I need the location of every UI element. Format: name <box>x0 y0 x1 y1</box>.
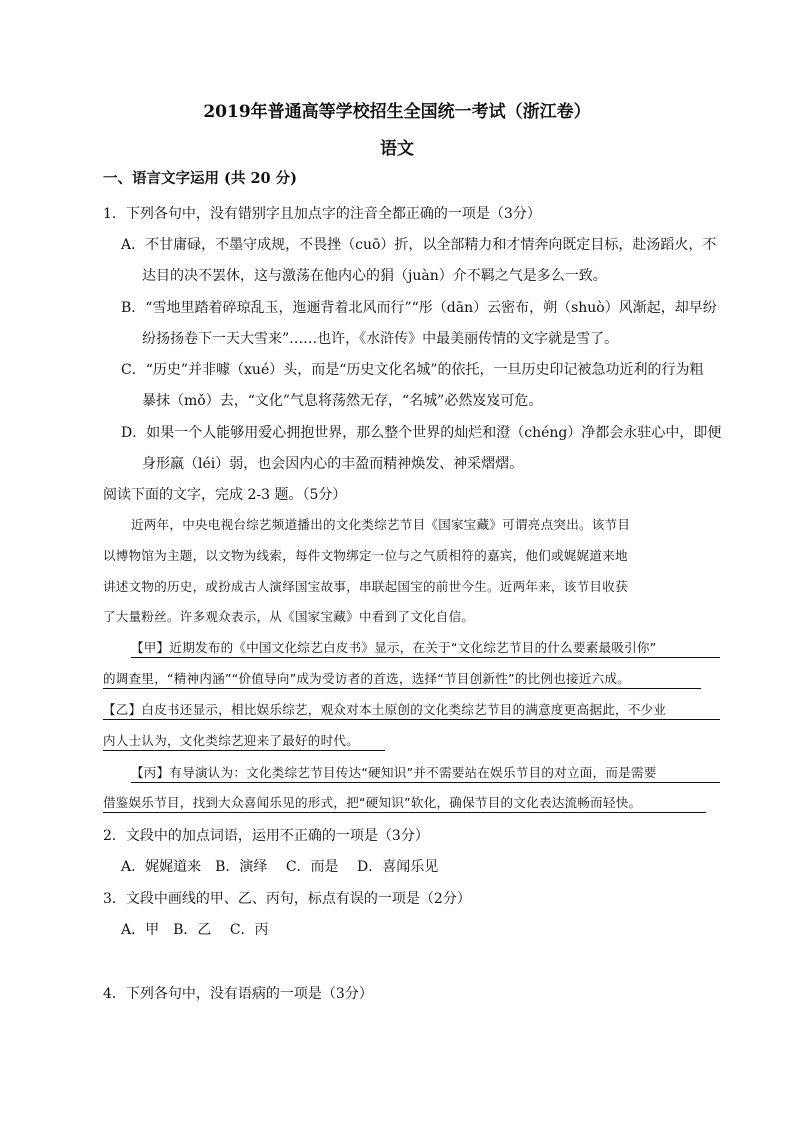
q1-option-b-line2: 纷扬扬卷下一天大雪来”……也许，《水浒传》中最美丽传情的文字就是雪了。 <box>142 331 619 347</box>
q1-option-d-line1: D．如果一个人能够用爱心拥抱世界，那么整个世界的灿烂和澄（chéng）净都会永驻心中，即便 <box>121 425 722 441</box>
q1-option-b-line1: B．“雪地里踏着碎琼乱玉，迤逦背着北风而行”“彤（dān）云密布，朔（shuò）风渐起，却早纷 <box>121 300 717 316</box>
section-heading: 一、语言文字运用 (共 20 分) <box>103 170 298 187</box>
q1-option-c-line2: 暴抹（mǒ）去，“文化”气息将荡然无存，“名城”必然岌岌可危。 <box>142 393 543 409</box>
question-2-options: A．娓娓道来 B．演绎 C．而是 D．喜闻乐见 <box>121 859 439 875</box>
exam-title: 2019年普通高等学校招生全国统一考试（浙江卷） <box>203 102 591 122</box>
sentence-yi-line2: 内人士认为，文化类综艺迎来了最好的时代。 <box>103 731 385 751</box>
q1-option-a-line2: 达目的决不罢休，这与激荡在他内心的狷（juàn）介不羁之气是多么一致。 <box>142 268 607 284</box>
question-3-options: A．甲 B．乙 C．丙 <box>121 922 269 938</box>
question-3-stem: 3．文段中画线的甲、乙、丙句，标点有误的一项是（2分） <box>103 891 471 907</box>
q1-option-c-line1: C．“历史”并非噱（xué）头，而是“历史文化名城”的依托，一旦历史印记被急功近利的行为粗 <box>121 362 704 378</box>
passage-line-2: 以博物馆为主题，以文物为线索，每件文物绑定一位与之气质相符的嘉宾，他们或娓娓道来地 <box>103 548 628 563</box>
q1-option-d-line2: 身形羸（léi）弱，也会因内心的丰盈而精神焕发、神采熠熠。 <box>142 456 524 472</box>
passage-line-1: 近两年，中央电视台综艺频道播出的文化类综艺节目《国家宝藏》可谓亮点突出。该节目 <box>131 517 631 532</box>
sentence-yi-line1: 【乙】白皮书还显示，相比娱乐综艺，观众对本土原创的文化类综艺节目的满意度更高据此，不少业 <box>103 700 720 720</box>
passage-line-4: 了大量粉丝。许多观众表示，从《国家宝藏》中看到了文化自信。 <box>103 609 475 624</box>
q1-option-a-line1: A．不甘庸碌，不墨守成规，不畏挫（cuō）折，以全部精力和才情奔向既定目标，赴汤蹈火，不 <box>121 237 717 253</box>
question-2-stem: 2．文段中的加点词语，运用不正确的一项是（3分） <box>103 828 429 844</box>
subject-title: 语文 <box>380 139 414 159</box>
sentence-jia-line1: 【甲】近期发布的《中国文化综艺白皮书》显示，在关于“文化综艺节目的什么要素最吸引你” <box>131 638 720 658</box>
sentence-bing-line1: 【丙】有导演认为：文化类综艺节目传达“硬知识”并不需要站在娱乐节目的对立面，而是需要 <box>131 763 720 783</box>
passage-line-3: 讲述文物的历史，或扮成古人演绎国宝故事，串联起国宝的前世今生。近两年来，该节目收获 <box>103 579 628 594</box>
reading-intro: 阅读下面的文字，完成 2-3 题。（5分） <box>103 487 347 503</box>
question-1-stem: 1．下列各句中，没有错别字且加点字的注音全都正确的一项是（3分） <box>103 206 541 222</box>
sentence-jia-line2: 的调查里，“精神内涵”“价值导向”成为受访者的首选，选择“节目创新性”的比例也接近六成。 <box>103 669 701 689</box>
sentence-bing-line2: 借鉴娱乐节目，找到大众喜闻乐见的形式，把“硬知识”软化，确保节目的文化表达流畅而轻快。 <box>103 793 706 813</box>
question-4-stem: 4．下列各句中，没有语病的一项是（3分） <box>103 986 373 1002</box>
